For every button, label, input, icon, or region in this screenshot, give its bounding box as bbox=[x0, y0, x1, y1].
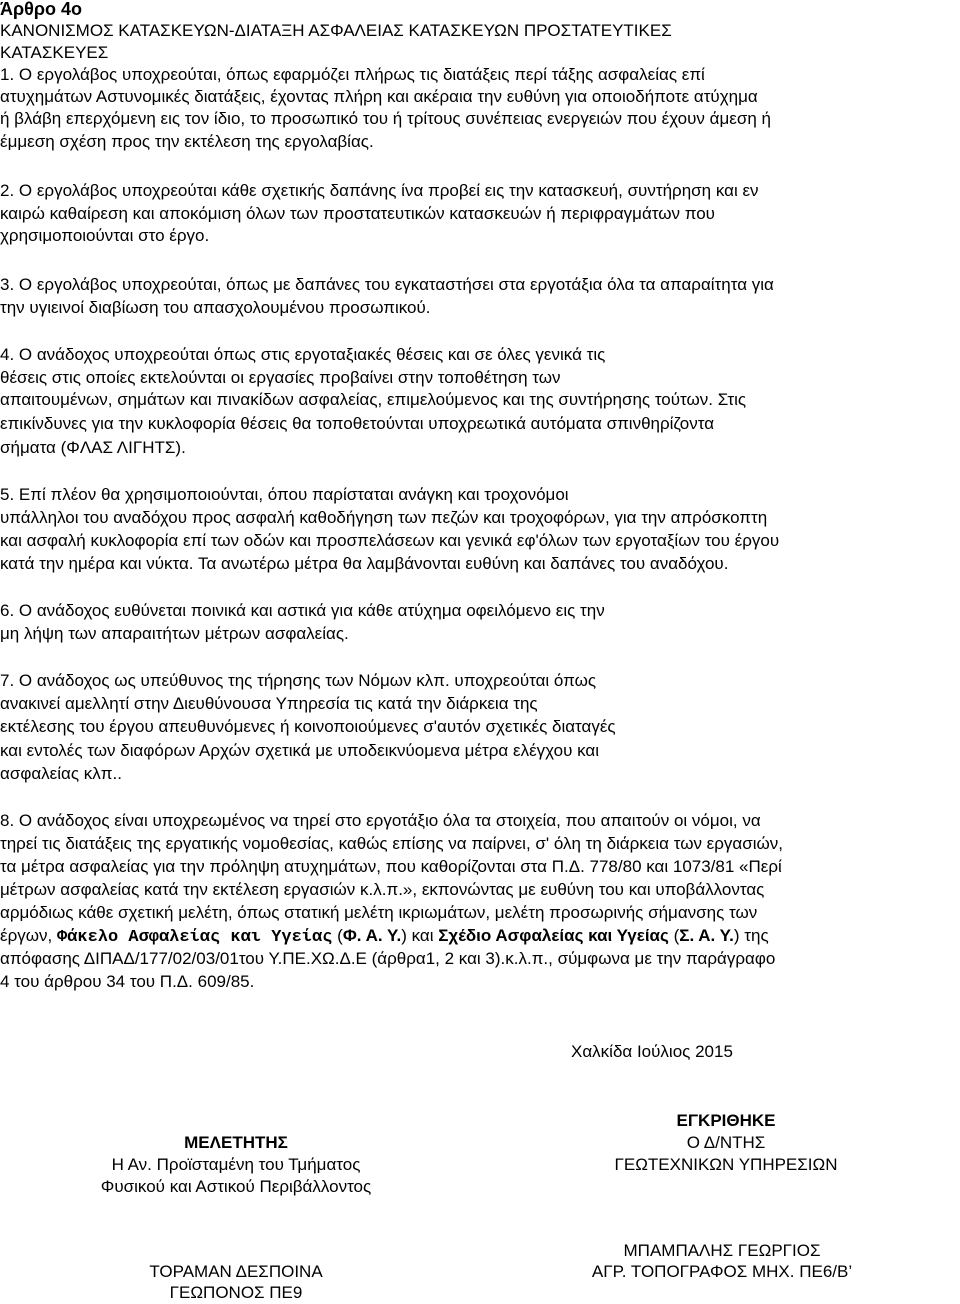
text-span: έργων, bbox=[0, 926, 57, 945]
sig-right-role: ΑΓΡ. ΤΟΠΟΓΡΑΦΟΣ ΜΗΧ. ΠΕ6/Β’ bbox=[591, 1262, 853, 1281]
text-line: κατά την ημέρα και νύκτα. Τα ανωτέρω μέτρα θα λαμβάνονται ευθύνη και δαπάνες του αναδόχου. bbox=[0, 554, 729, 573]
text-line: 5. Επί πλέον θα χρησιμοποιούνται, όπου παρίσταται ανάγκη και τροχονόμοι bbox=[0, 485, 569, 504]
text-span: ( bbox=[668, 926, 680, 945]
heading-line-2: ΚΑΤΑΣΚΕΥΕΣ bbox=[0, 43, 109, 62]
text-line: 2. Ο εργολάβος υποχρεούται κάθε σχετικής δαπάνης ίνα προβεί εις την κατασκευή, συντήρηση και εν bbox=[0, 181, 759, 200]
sig-left-title: ΜΕΛΕΤΗΤΗΣ bbox=[184, 1133, 288, 1152]
text-line: αρμόδιως κάθε σχετική μελέτη, όπως στατική μελέτη ικριωμάτων, μελέτη προσωρινής σήμανσης των bbox=[0, 903, 758, 922]
text-line: την υγιεινοί διαβίωση του απασχολουμένου προσωπικού. bbox=[0, 298, 431, 317]
sig-left-role: ΓΕΩΠΟΝΟΣ ΠΕ9 bbox=[169, 1283, 303, 1302]
article-title: Άρθρο 4ο bbox=[0, 0, 83, 19]
text-line: ασφαλείας κλπ.. bbox=[0, 764, 122, 783]
text-line: τηρεί τις διατάξεις της εργατικής νομοθεσίας, καθώς επίσης να παίρνει, σ' όλη τη διάρκεια των εργασιών, bbox=[0, 834, 784, 853]
text-line: και εντολές των διαφόρων Αρχών σχετικά με υποδεικνύομενα μέτρα ελέγχου και bbox=[0, 741, 599, 760]
text-line: καιρώ καθαίρεση και αποκόμιση όλων των προστατευτικών κατασκευών ή περιφραγμάτων που bbox=[0, 204, 715, 223]
text-line: ανακινεί αμελλητί στην Διευθύνουσα Υπηρεσία τις κατά την διάρκεια της bbox=[0, 694, 538, 713]
text-line: επικίνδυνες για την κυκλοφορία θέσεις θα τοποθετούνται υποχρεωτικά αυτόματα σπινθηρίζοντα bbox=[0, 414, 715, 433]
text-line: 4. Ο ανάδοχος υποχρεούται όπως στις εργοταξιακές θέσεις και σε όλες γενικά τις bbox=[0, 345, 606, 364]
text-line: θέσεις στις οποίες εκτελούνται οι εργασίες προβαίνει στην τοποθέτηση των bbox=[0, 368, 561, 387]
sig-right-title: ΕΓΚΡΙΘΗΚΕ bbox=[676, 1111, 776, 1130]
text-line: ή βλάβη επερχόμενη εις τον ίδιο, το προσωπικό του ή τρίτους συνέπειας ενεργειών που έχουν άμεση ή bbox=[0, 109, 771, 128]
sig-left-line2: Φυσικού και Αστικού Περιβάλλοντος bbox=[100, 1177, 372, 1196]
bold-term-fay: Φάκελο Ασφαλείας και Υγείας bbox=[56, 928, 333, 947]
text-span: ) της bbox=[733, 926, 769, 945]
sig-right-line1: Ο Δ/ΝΤΗΣ bbox=[686, 1133, 766, 1152]
text-line: 1. Ο εργολάβος υποχρεούται, όπως εφαρμόζει πλήρως τις διατάξεις περί τάξης ασφαλείας επί bbox=[0, 65, 705, 84]
sig-right-name: ΜΠΑΜΠΑΛΗΣ ΓΕΩΡΓΙΟΣ bbox=[623, 1241, 821, 1260]
text-line: ατυχημάτων Αστυνομικές διατάξεις, έχοντας πλήρη και ακέραια την ευθύνη για οποιοδήποτε ατύχημα bbox=[0, 87, 758, 106]
text-line: απαιτουμένων, σημάτων και πινακίδων ασφαλείας, επιμελούμενος και της συντήρησης τούτων. Στις bbox=[0, 390, 747, 409]
text-line: και ασφαλή κυκλοφορία επί των οδών και προσπελάσεων και γενικά εφ'όλων των εργοταξίων του έργου bbox=[0, 531, 780, 550]
sig-right-line2: ΓΕΩΤΕΧΝΙΚΩΝ ΥΠΗΡΕΣΙΩΝ bbox=[614, 1155, 838, 1174]
text-span: ( bbox=[332, 926, 343, 945]
text-line: σήματα (ΦΛΑΣ ΛΙΓΗΤΣ). bbox=[0, 438, 186, 457]
text-line: τα μέτρα ασφαλείας για την πρόληψη ατυχημάτων, που καθορίζονται στα Π.Δ. 778/80 και 1073/81 «Περί bbox=[0, 857, 782, 876]
text-line: χρησιμοποιούνται στο έργο. bbox=[0, 226, 210, 245]
text-line: 7. Ο ανάδοχος ως υπεύθυνος της τήρησης των Νόμων κλπ. υποχρεούται όπως bbox=[0, 671, 597, 690]
text-line: 3. Ο εργολάβος υποχρεούται, όπως με δαπάνες του εγκαταστήσει στα εργοτάξια όλα τα απαραίτητα για bbox=[0, 275, 774, 294]
text-line: μη λήψη των απαραιτήτων μέτρων ασφαλείας. bbox=[0, 624, 349, 643]
text-line-mixed bbox=[0, 925, 769, 949]
bold-abbr-fay: Φ. Α. Υ. bbox=[342, 926, 402, 945]
text-line: εκτέλεσης του έργου απευθυνόμενες ή κοινοποιούμενες σ'αυτόν σχετικές διαταγές bbox=[0, 717, 616, 736]
place-date: Χαλκίδα Ιούλιος 2015 bbox=[571, 1042, 733, 1061]
text-line: 8. Ο ανάδοχος είναι υποχρεωμένος να τηρεί στο εργοτάξιο όλα τα στοιχεία, που απαιτούν οι νόμοι, να bbox=[0, 811, 761, 830]
text-line: απόφασης ΔΙΠΑΔ/177/02/03/01του Υ.ΠΕ.ΧΩ.Δ.Ε (άρθρα1, 2 και 3).κ.λ.π., σύμφωνα με την παράγραφο bbox=[0, 949, 776, 968]
text-line: υπάλληλοι του αναδόχου προς ασφαλή καθοδήγηση των πεζών και τροχοφόρων, για την απρόσκοπτη bbox=[0, 508, 768, 527]
sig-left-line1: Η Αν. Προϊσταμένη του Τμήματος bbox=[111, 1155, 361, 1174]
text-line: 4 του άρθρου 34 του Π.Δ. 609/85. bbox=[0, 972, 255, 991]
text-line: έμμεση σχέση προς την εκτέλεση της εργολαβίας. bbox=[0, 132, 374, 151]
text-line: μέτρων ασφαλείας κατά την εκτέλεση εργασιών κ.λ.π.», εκπονώντας με ευθύνη του και υποβάλλοντας bbox=[0, 880, 765, 899]
text-span: ) και bbox=[401, 926, 439, 945]
heading-line-1: ΚΑΝΟΝΙΣΜΟΣ ΚΑΤΑΣΚΕΥΩΝ-ΔΙΑΤΑΞΗ ΑΣΦΑΛΕΙΑΣ ΚΑΤΑΣΚΕΥΩΝ ΠΡΟΣΤΑΤΕΥΤΙΚΕΣ bbox=[0, 21, 672, 40]
sig-left-name: ΤΟΡΑΜΑΝ ΔΕΣΠΟΙΝΑ bbox=[149, 1262, 323, 1281]
bold-term-say: Σχέδιο Ασφαλείας και Υγείας bbox=[438, 926, 669, 945]
text-line: 6. Ο ανάδοχος ευθύνεται ποινικά και αστικά για κάθε ατύχημα οφειλόμενο εις την bbox=[0, 601, 605, 620]
bold-abbr-say: Σ. Α. Υ. bbox=[679, 926, 734, 945]
